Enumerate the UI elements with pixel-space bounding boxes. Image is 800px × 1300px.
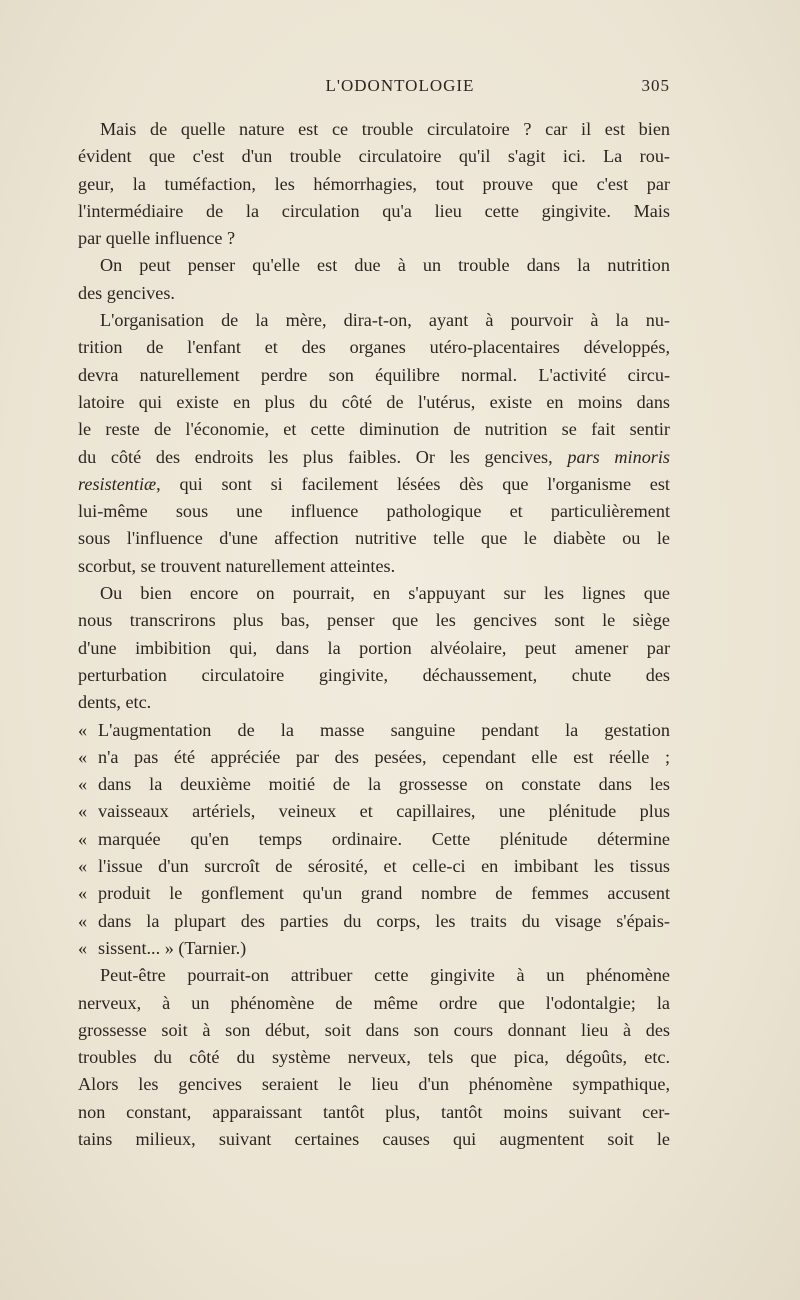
line-text: l'issue d'un surcroît de sérosité, et celle-ci en imbibant les tissus [98,856,670,877]
quote-mark: « [78,910,88,931]
text-line [78,225,670,252]
quote-mark: « [78,719,88,740]
line-text: sissent... » (Tarnier.) [98,937,247,958]
text-line [78,198,670,225]
text-line [78,525,670,552]
line-text: dans la deuxième moitié de la grossesse on constate dans les [98,774,670,795]
text-line [78,962,670,989]
line-text: sous l'influence d'une affection nutritive telle que le diabète ou le [78,528,670,549]
page-header [0,76,800,100]
line-text: scorbut, se trouvent naturellement atteintes. [78,555,396,576]
text-line [78,908,670,935]
text-line [78,853,670,880]
text-line [78,1126,670,1153]
line-text: L'organisation de la mère, dira-t-on, ayant à pourvoir à la nu- [100,310,670,331]
text-line [78,171,670,198]
line-text: troubles du côté du système nerveux, tels que pica, dégoûts, etc. [78,1047,670,1068]
quote-mark: « [78,883,88,904]
line-text: d'une imbibition qui, dans la portion alvéolaire, peut amener par [78,637,670,658]
text-line [78,990,670,1017]
line-text: grossesse soit à son début, soit dans son cours donnant lieu à des [78,1019,670,1040]
quote-mark: « [78,774,88,795]
line-text: dans la plupart des parties du corps, les traits du visage s'épais- [98,910,670,931]
body-text [78,116,670,1153]
text-line [78,935,670,962]
text-line [78,662,670,689]
text-line [78,744,670,771]
line-text: L'augmentation de la masse sanguine pendant la gestation [98,719,670,740]
line-text: trition de l'enfant et des organes utéro-placentaires développés, [78,337,670,358]
line-text: Ou bien encore on pourrait, en s'appuyant sur les lignes que [100,583,670,604]
line-text: produit le gonflement qu'un grand nombre de femmes accusent [98,883,670,904]
running-head: L'ODONTOLOGIE [325,76,475,95]
line-text: nous transcrirons plus bas, penser que les gencives sont le siège [78,610,670,631]
line-text: marquée qu'en temps ordinaire. Cette plénitude détermine [98,828,670,849]
page-number: 305 [641,76,670,95]
text-line [78,389,670,416]
text-line [78,1071,670,1098]
line-text: Mais de quelle nature est ce trouble circulatoire ? car il est bien [100,119,670,139]
line-text: par quelle influence ? [78,228,236,249]
text-line [78,635,670,662]
line-text: vaisseaux artériels, veineux et capillaires, une plénitude plus [98,801,670,822]
quote-mark: « [78,937,88,958]
line-text: l'intermédiaire de la circulation qu'a lieu cette gingivite. Mais [78,200,670,221]
line-text: évident que c'est d'un trouble circulatoire qu'il s'agit ici. La rou- [78,146,670,167]
line-text: lui-même sous une influence pathologique et particulièrement [78,501,670,522]
text-line [78,362,670,389]
line-text: devra naturellement perdre son équilibre normal. L'activité circu- [78,364,670,385]
text-line [78,553,670,580]
text-line [78,143,670,170]
text-line [78,880,670,907]
line-text: dents, etc. [78,692,152,713]
text-line [78,1044,670,1071]
text-line [78,307,670,334]
line-text: n'a pas été appréciée par des pesées, cependant elle est réelle ; [98,746,670,767]
line-text: des gencives. [78,282,175,303]
quote-mark: « [78,801,88,822]
line-text: du côté des endroits les plus faibles. Or les gencives, [78,446,568,467]
text-line [78,280,670,307]
line-text: geur, la tuméfaction, les hémorrhagies, tout prouve que c'est par [78,173,670,194]
quote-mark: « [78,746,88,767]
line-text: tains milieux, suivant certaines causes qui augmentent soit le [78,1128,670,1149]
line-text: Peut-être pourrait-on attribuer cette gingivite à un phénomène [100,965,670,986]
italic-text: resistentiæ [78,473,157,494]
text-line [78,116,670,143]
text-line [78,334,670,361]
line-text: non constant, apparaissant tantôt plus, tantôt moins suivant cer- [78,1101,670,1122]
text-line [78,416,670,443]
text-line [78,252,670,279]
italic-text: pars minoris [567,446,670,467]
quote-mark: « [78,828,88,849]
text-line [78,607,670,634]
line-text: Alors les gencives seraient le lieu d'un phénomène sympathique, [78,1074,670,1095]
text-line [78,798,670,825]
text-line [78,444,670,471]
line-text: latoire qui existe en plus du côté de l'utérus, existe en moins dans [78,391,670,412]
line-text: le reste de l'économie, et cette diminution de nutrition se fait sentir [78,419,670,440]
text-line [78,1017,670,1044]
text-line [78,580,670,607]
text-line [78,771,670,798]
text-line [78,826,670,853]
text-line [78,689,670,716]
quote-mark: « [78,856,88,877]
line-text: On peut penser qu'elle est due à un trouble dans la nutrition [100,255,670,276]
text-line [78,1099,670,1126]
text-line [78,471,670,498]
line-text: , qui sont si facilement lésées dès que l'organisme est [156,473,670,494]
line-text: perturbation circulatoire gingivite, déchaussement, chute des [78,664,670,685]
text-line [78,498,670,525]
text-line [78,717,670,744]
line-text: nerveux, à un phénomène de même ordre que l'odontalgie; la [78,992,670,1013]
